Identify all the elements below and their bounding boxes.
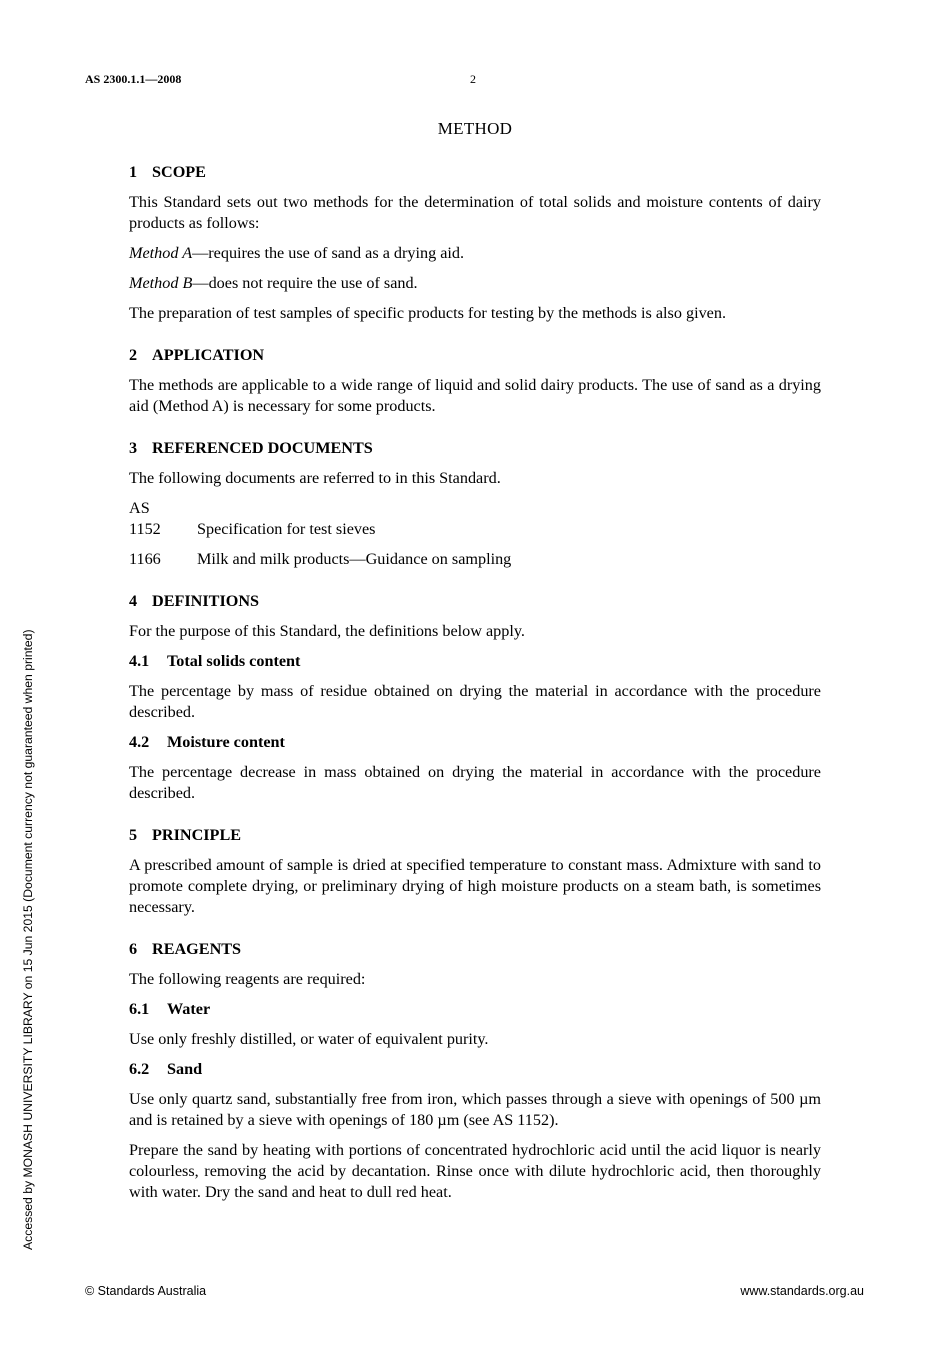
page-number: 2 (470, 72, 476, 86)
method-a-line (129, 243, 821, 264)
subsection-number: 4.2 (129, 733, 150, 751)
document-id: AS 2300.1.1—2008 (85, 72, 182, 86)
access-watermark: Accessed by MONASH UNIVERSITY LIBRARY on 15 Jun 2015 (Document currency not guaranteed when printed) (21, 629, 35, 1250)
application-paragraph: The methods are applicable to a wide range of liquid and solid dairy products. The use of sand as a drying aid (Method A) is necessary for some products. (129, 376, 821, 415)
method-b-label: Method B (129, 274, 193, 292)
scope-paragraph: This Standard sets out two methods for the determination of total solids and moisture contents of dairy products as follows: (129, 193, 821, 232)
reagents-intro: The following reagents are required: (129, 970, 366, 988)
subsection-title: Total solids content (167, 652, 301, 670)
subsection-4-1-heading (129, 651, 821, 672)
section-number: 2 (129, 346, 138, 364)
section-title: DEFINITIONS (152, 592, 260, 610)
section-3-heading (129, 438, 821, 459)
section-1-heading (129, 162, 821, 183)
definitions-intro: For the purpose of this Standard, the definitions below apply. (129, 622, 525, 640)
section-number: 5 (129, 826, 138, 844)
section-6-heading (129, 939, 821, 960)
reference-title: Milk and milk products—Guidance on sampling (197, 550, 512, 568)
reference-series-label: AS (129, 499, 150, 517)
section-number: 1 (129, 163, 138, 181)
section-title: SCOPE (152, 163, 206, 181)
section-title: PRINCIPLE (152, 826, 242, 844)
reference-code: 1166 (129, 550, 161, 568)
method-a-label: Method A (129, 244, 193, 262)
reference-title: Specification for test sieves (197, 520, 376, 538)
subsection-6-2-heading (129, 1059, 821, 1080)
principle-paragraph: A prescribed amount of sample is dried at specified temperature to constant mass. Admixture with sand to promote complete drying, or preliminary drying of high moisture products on a steam bath, is sometimes necessary. (129, 856, 821, 916)
definition-total-solids: The percentage by mass of residue obtained on drying the material in accordance with the procedure described. (129, 682, 821, 721)
subsection-number: 6.2 (129, 1060, 150, 1078)
section-4-heading (129, 591, 821, 612)
section-title: APPLICATION (152, 346, 265, 364)
reference-item (129, 519, 821, 540)
sand-paragraph-1: Use only quartz sand, substantially free from iron, which passes through a sieve with openings of 500 µm and is retained by a sieve with openings of 180 µm (see AS 1152). (129, 1090, 821, 1129)
subsection-title: Sand (167, 1060, 203, 1078)
method-b-text: —does not require the use of sand. (192, 274, 418, 292)
method-a-text: —requires the use of sand as a drying aid. (192, 244, 465, 262)
reference-code: 1152 (129, 520, 161, 538)
subsection-4-2-heading (129, 732, 821, 753)
page-title: METHOD (437, 119, 513, 138)
subsection-title: Moisture content (167, 733, 285, 751)
section-number: 4 (129, 592, 138, 610)
references-intro: The following documents are referred to in this Standard. (129, 469, 501, 487)
section-5-heading (129, 825, 821, 846)
subsection-number: 4.1 (129, 652, 150, 670)
sand-paragraph-2: Prepare the sand by heating with portions of concentrated hydrochloric acid until the acid liquor is nearly colourless, removing the acid by decantation. Rinse once with dilute hydrochloric acid, then thoroughly with water. Dry the sand and heat to dull red heat. (129, 1141, 821, 1201)
water-paragraph: Use only freshly distilled, or water of equivalent purity. (129, 1030, 489, 1048)
subsection-title: Water (167, 1000, 211, 1018)
section-number: 3 (129, 439, 138, 457)
subsection-number: 6.1 (129, 1000, 150, 1018)
section-title: REFERENCED DOCUMENTS (152, 439, 373, 457)
footer-website-link[interactable]: www.standards.org.au (740, 1284, 864, 1298)
section-2-heading (129, 345, 821, 366)
reference-item (129, 549, 821, 570)
definition-moisture: The percentage decrease in mass obtained on drying the material in accordance with the procedure described. (129, 763, 821, 802)
subsection-6-1-heading (129, 999, 821, 1020)
section-number: 6 (129, 940, 138, 958)
section-title: REAGENTS (152, 940, 242, 958)
document-body (129, 162, 821, 1212)
footer-copyright: © Standards Australia (85, 1284, 207, 1298)
method-b-line (129, 273, 821, 294)
scope-paragraph-2: The preparation of test samples of specific products for testing by the methods is also given. (129, 304, 726, 322)
